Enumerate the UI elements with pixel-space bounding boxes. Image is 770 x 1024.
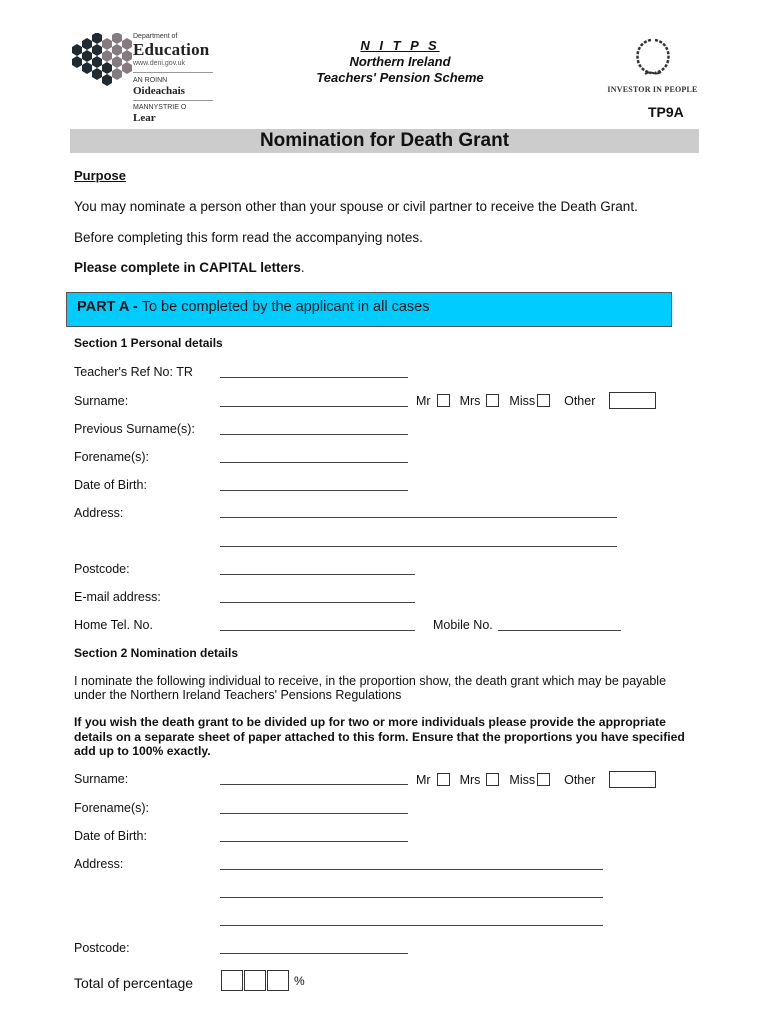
purpose-para2: Before completing this form read the accompanying notes. <box>74 230 423 245</box>
mobile-input[interactable] <box>498 630 621 631</box>
total-percentage-input <box>221 970 305 991</box>
mobile-label: Mobile No. <box>433 618 493 632</box>
prev-surname-label: Previous Surname(s): <box>74 422 195 436</box>
section2-heading: Section 2 Nomination details <box>74 646 239 660</box>
dob-label: Date of Birth: <box>74 478 147 492</box>
logo-oideachais: Oideachais <box>133 85 213 101</box>
postcode-input[interactable] <box>220 574 415 575</box>
title-options <box>416 392 656 409</box>
surname-input[interactable] <box>220 406 408 407</box>
nominee-title-other-input[interactable] <box>609 771 656 788</box>
title-miss-label: Miss <box>509 393 536 408</box>
title-miss-checkbox[interactable] <box>537 394 550 407</box>
form-code: TP9A <box>648 104 684 120</box>
nominee-title-mr-label: Mr <box>416 772 431 787</box>
nominee-title-mr-checkbox[interactable] <box>437 773 450 786</box>
title-mrs-checkbox[interactable] <box>486 394 499 407</box>
email-input[interactable] <box>220 602 415 603</box>
capital-letters-instruction: Please complete in CAPITAL letters <box>74 260 301 275</box>
scheme-line1: Northern Ireland <box>349 54 451 69</box>
nominee-title-other-label: Other <box>564 772 596 787</box>
percentage-digit-3[interactable] <box>267 970 289 991</box>
title-other-input[interactable] <box>609 392 656 409</box>
scheme-line2: Teachers' Pension Scheme <box>316 70 484 85</box>
purpose-para1: You may nominate a person other than your spouse or civil partner to receive the Death Grant. <box>74 199 638 214</box>
department-logo-text <box>133 32 213 125</box>
forenames-input[interactable] <box>220 462 408 463</box>
postcode-label: Postcode: <box>74 562 130 576</box>
nominee-address-line2-input[interactable] <box>220 897 603 898</box>
title-mr-label: Mr <box>416 393 431 408</box>
total-percentage-label: Total of percentage <box>74 975 194 991</box>
surname-label: Surname: <box>74 394 129 408</box>
percentage-digit-2[interactable] <box>244 970 266 991</box>
nominee-address-line3-input[interactable] <box>220 925 603 926</box>
prev-surname-input[interactable] <box>220 434 408 435</box>
nominee-postcode-label: Postcode: <box>74 941 130 955</box>
nominee-title-options <box>416 771 656 788</box>
part-a-banner <box>66 292 672 327</box>
nominee-title-mrs-checkbox[interactable] <box>486 773 499 786</box>
logo-url: www.deni.gov.uk <box>133 59 213 73</box>
nominee-surname-input[interactable] <box>220 784 408 785</box>
title-mr-checkbox[interactable] <box>437 394 450 407</box>
part-a-separator: - <box>128 299 142 315</box>
scheme-short-name: N I T P S <box>360 38 440 53</box>
nominee-postcode-input[interactable] <box>220 953 408 954</box>
nominee-title-mrs-label: Mrs <box>459 772 481 787</box>
page-title: Nomination for Death Grant <box>70 129 699 153</box>
forenames-label: Forename(s): <box>74 450 150 464</box>
part-a-label: PART A <box>77 299 129 315</box>
purpose-heading: Purpose <box>74 168 127 183</box>
laurel-wreath-icon <box>633 36 673 78</box>
dob-input[interactable] <box>220 490 408 491</box>
address-line1-input[interactable] <box>220 517 617 518</box>
nominee-title-miss-checkbox[interactable] <box>537 773 550 786</box>
iip-label: INVESTOR IN PEOPLE <box>607 85 698 94</box>
nominee-dob-input[interactable] <box>220 841 408 842</box>
nominee-address-line1-input[interactable] <box>220 869 603 870</box>
percent-symbol: % <box>294 973 305 988</box>
nominee-title-miss-label: Miss <box>509 772 536 787</box>
home-tel-label: Home Tel. No. <box>74 618 153 632</box>
nominee-forenames-label: Forename(s): <box>74 801 150 815</box>
section1-heading: Section 1 Personal details <box>74 336 223 350</box>
logo-line5: MANNYSTRIE O <box>133 104 187 111</box>
ref-no-label: Teacher's Ref No: TR <box>74 365 193 379</box>
scheme-heading <box>290 38 510 86</box>
logo-line1: Department of <box>133 33 178 40</box>
para3-end: . <box>300 260 305 275</box>
nominee-address-label: Address: <box>74 857 124 871</box>
email-label: E-mail address: <box>74 590 161 604</box>
logo-lear: Lear <box>133 112 156 124</box>
purpose-para3 <box>74 260 305 275</box>
nominee-surname-label: Surname: <box>74 772 129 786</box>
title-other-label: Other <box>564 393 596 408</box>
part-a-text: To be completed by the applicant in all cases <box>141 299 430 315</box>
address-label: Address: <box>74 506 124 520</box>
home-tel-input[interactable] <box>220 630 415 631</box>
logo-line3: AN ROINN <box>133 77 168 84</box>
nominee-forenames-input[interactable] <box>220 813 408 814</box>
address-line2-input[interactable] <box>220 546 617 547</box>
logo-education: Education <box>133 40 210 59</box>
nominee-dob-label: Date of Birth: <box>74 829 147 843</box>
percentage-digit-1[interactable] <box>221 970 243 991</box>
title-mrs-label: Mrs <box>459 393 481 408</box>
investor-in-people-logo <box>600 36 705 94</box>
section2-intro: I nominate the following individual to receive, in the proportion show, the death grant which may be payable under the Northern Ireland Teachers' Pensions Regulations <box>74 674 667 702</box>
section2-note: If you wish the death grant to be divided up for two or more individuals please provide the appropriate details on a separate sheet of paper attached to this form. Ensure that the proportions you have specified add up to 100% exactly. <box>74 715 685 758</box>
ref-no-input[interactable] <box>220 377 408 378</box>
hexagon-cluster-logo-icon <box>68 33 132 89</box>
